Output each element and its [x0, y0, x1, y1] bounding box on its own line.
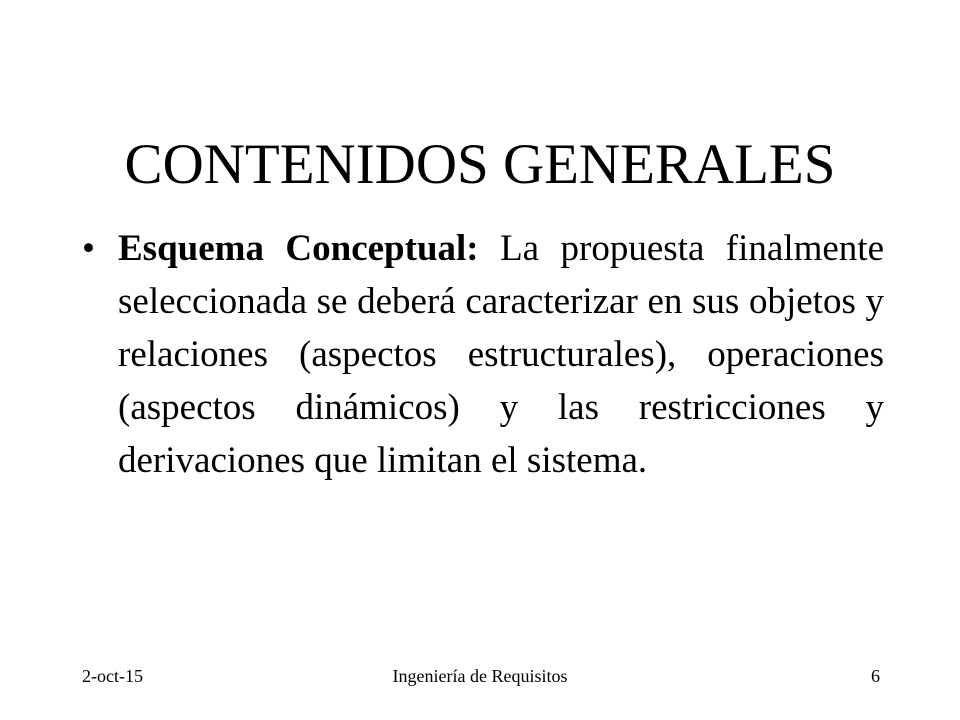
bullet-marker: • [82, 228, 95, 269]
bullet-text: La propuesta finalmente seleccionada se deberá caracterizar en sus objetos y relaciones (aspectos estructurales), operaciones (aspectos dinámicos) y las restricciones y derivaciones que limitan el sistema. [118, 228, 885, 481]
bullet-list [82, 222, 884, 487]
slide-title: CONTENIDOS GENERALES [124, 133, 836, 197]
page-number: 6 [871, 666, 880, 686]
bullet-item [82, 222, 884, 487]
bullet-term: Esquema Conceptual: [118, 228, 479, 269]
footer-date: 2-oct-15 [82, 666, 143, 686]
footer-title: Ingeniería de Requisitos [392, 666, 568, 686]
